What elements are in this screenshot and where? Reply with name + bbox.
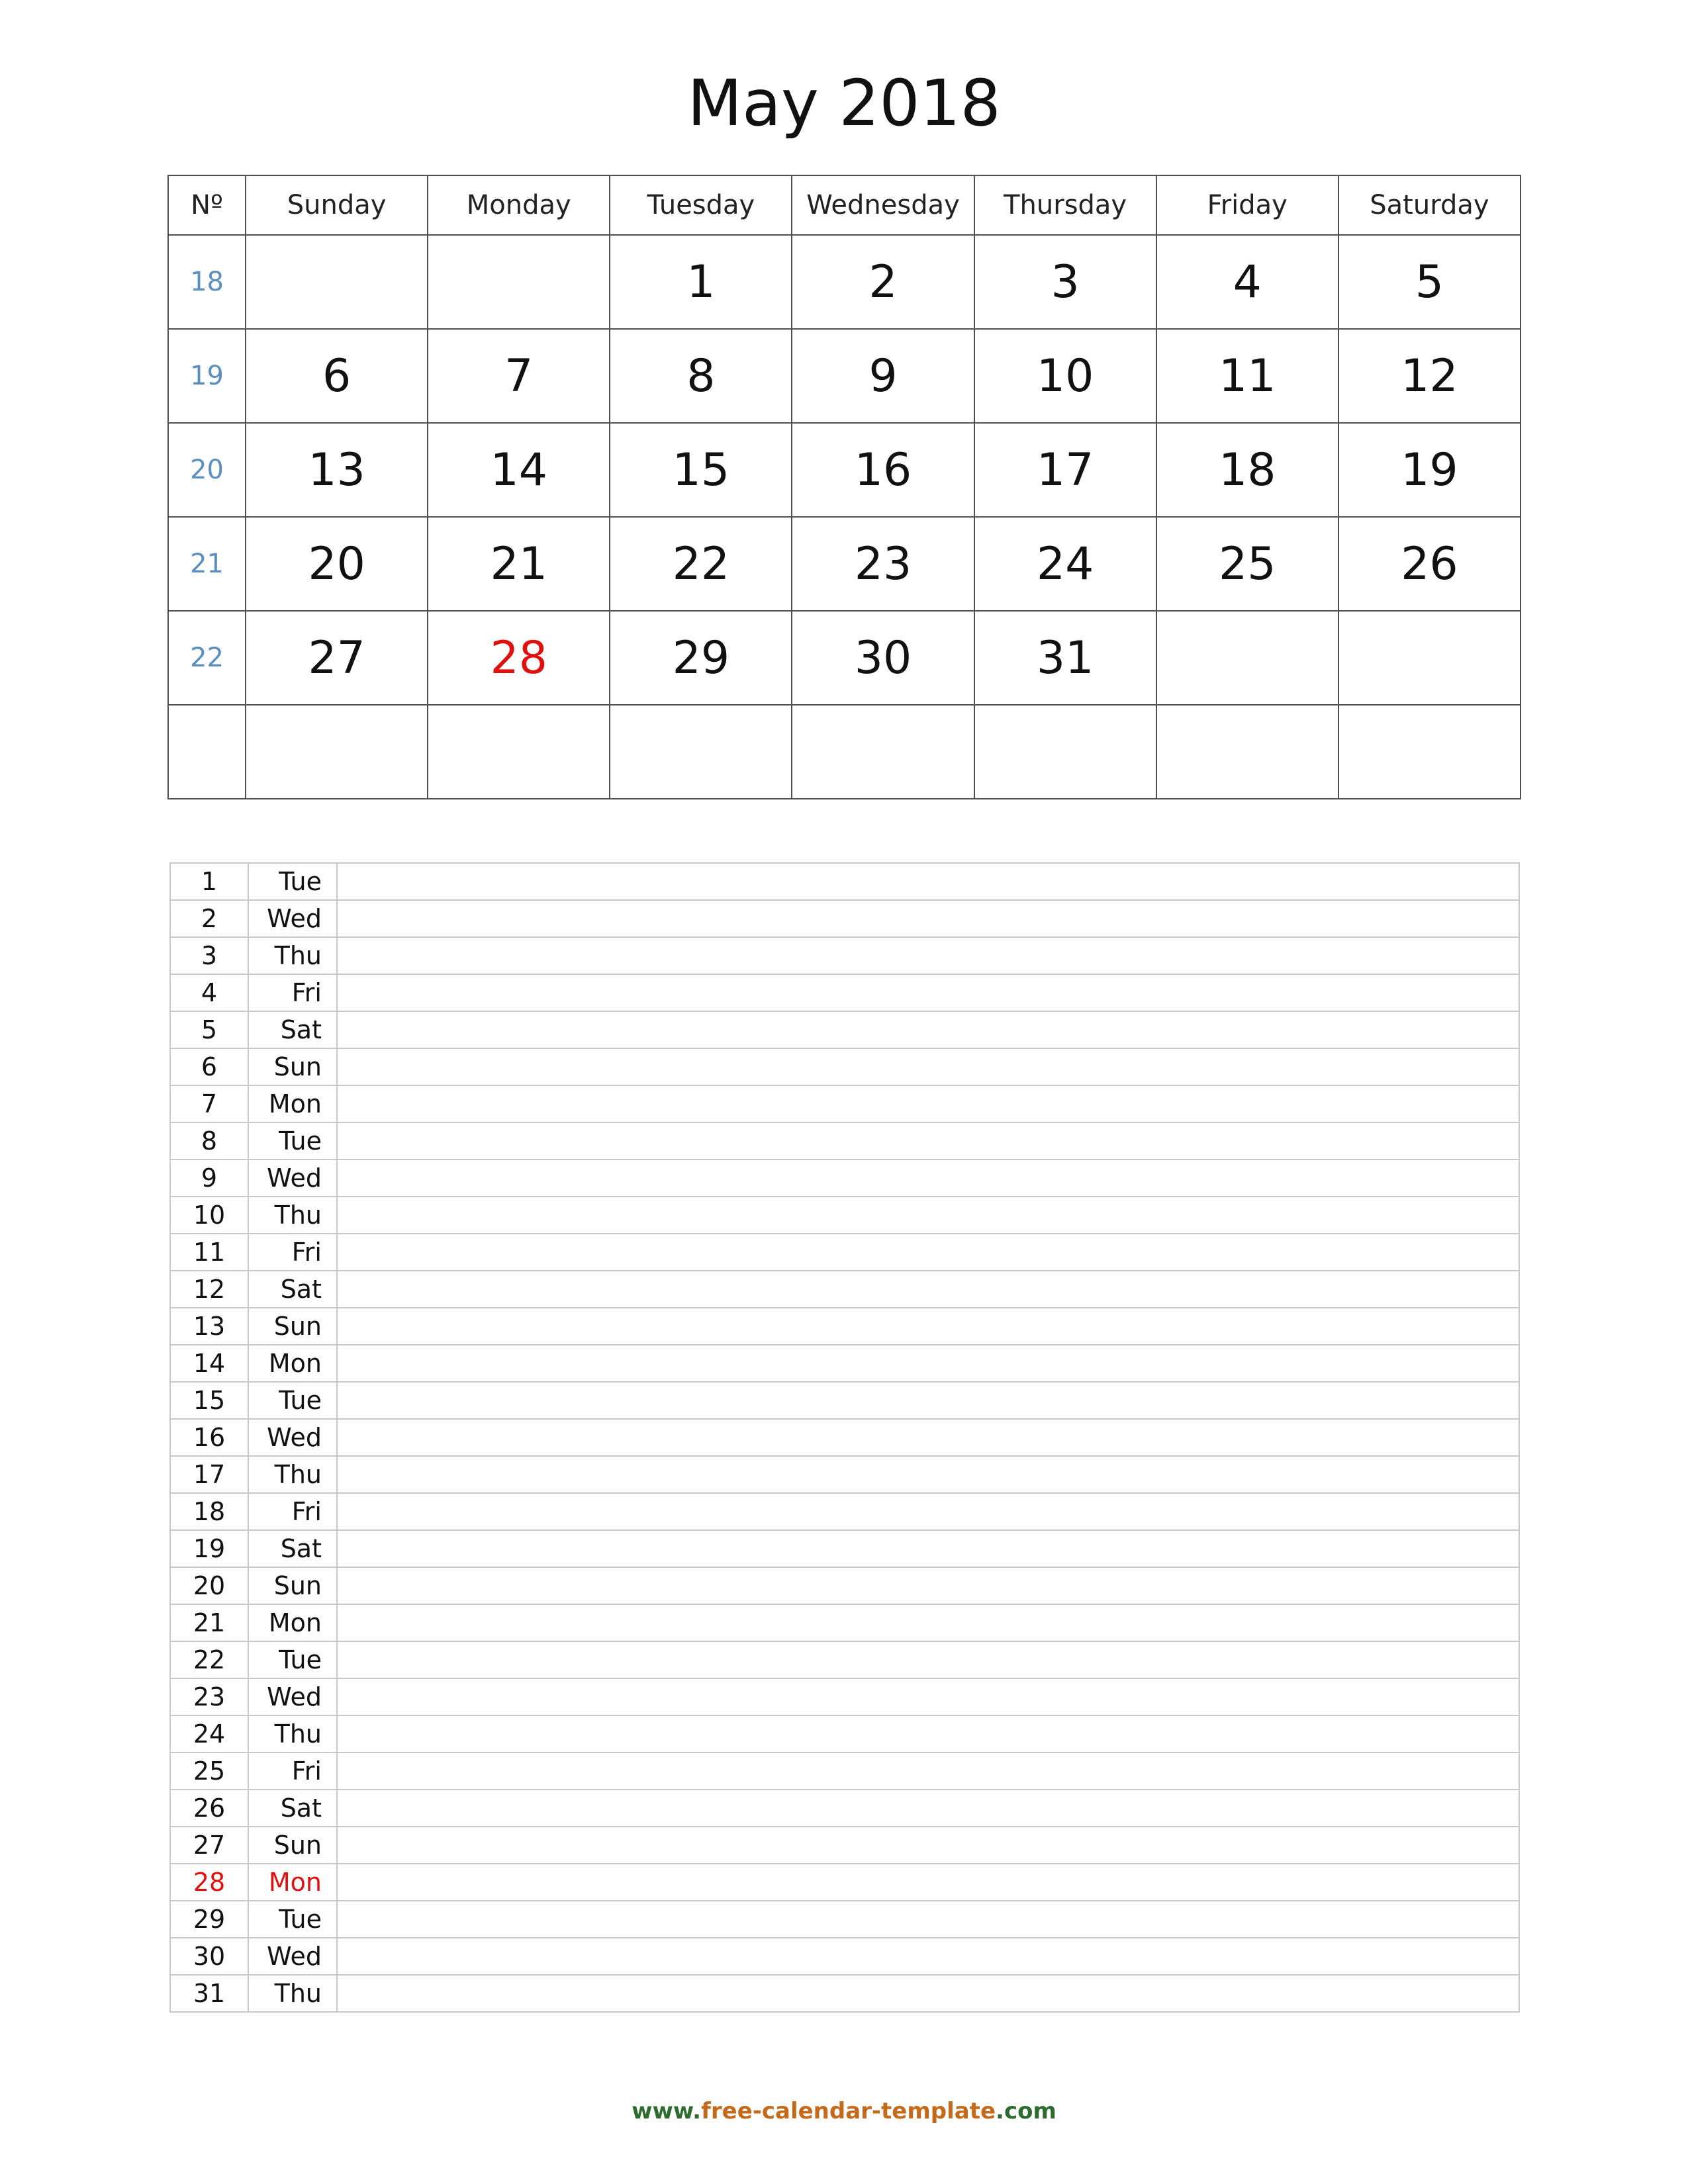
list-day-number: 13 [170,1308,248,1345]
list-item [170,1493,1519,1530]
list-day-number: 6 [170,1048,248,1085]
list-day-number: 19 [170,1530,248,1567]
list-item [170,1604,1519,1641]
date-cell: 9 [792,329,974,423]
list-note-area[interactable] [337,1864,1519,1901]
list-note-area[interactable] [337,1308,1519,1345]
week-row [168,611,1521,705]
list-weekday: Fri [248,974,337,1011]
list-day-number: 28 [170,1864,248,1901]
date-cell: 3 [974,235,1156,329]
list-day-number: 2 [170,900,248,937]
date-cell: 31 [974,611,1156,705]
list-weekday: Wed [248,1938,337,1975]
date-cell: 30 [792,611,974,705]
list-day-number: 7 [170,1085,248,1122]
list-day-number: 18 [170,1493,248,1530]
list-day-number: 9 [170,1160,248,1197]
list-day-number: 5 [170,1011,248,1048]
date-cell: 6 [246,329,428,423]
empty-date-cell [1338,611,1521,705]
weekday-header-tuesday: Tuesday [610,175,792,235]
list-weekday: Mon [248,1345,337,1382]
date-cell: 13 [246,423,428,517]
list-note-area[interactable] [337,1752,1519,1790]
list-weekday: Wed [248,1160,337,1197]
date-cell: 19 [1338,423,1521,517]
weekday-header-monday: Monday [428,175,610,235]
date-cell: 17 [974,423,1156,517]
list-day-number: 25 [170,1752,248,1790]
week-number-header: Nº [168,175,246,235]
list-item [170,900,1519,937]
date-cell: 22 [610,517,792,611]
list-day-number: 17 [170,1456,248,1493]
date-cell: 23 [792,517,974,611]
list-item [170,1790,1519,1827]
week-number: 19 [168,329,246,423]
list-note-area[interactable] [337,1975,1519,2012]
date-cell: 28 [428,611,610,705]
list-note-area[interactable] [337,1382,1519,1419]
week-row [168,705,1521,799]
list-item [170,1011,1519,1048]
list-note-area[interactable] [337,1160,1519,1197]
date-cell: 2 [792,235,974,329]
list-weekday: Tue [248,1641,337,1678]
list-item [170,1085,1519,1122]
list-item [170,1938,1519,1975]
list-item [170,1530,1519,1567]
list-item [170,1271,1519,1308]
list-day-number: 8 [170,1122,248,1160]
list-day-number: 22 [170,1641,248,1678]
list-item [170,1419,1519,1456]
list-note-area[interactable] [337,1901,1519,1938]
list-item [170,1901,1519,1938]
list-weekday: Sun [248,1048,337,1085]
list-weekday: Sat [248,1011,337,1048]
list-weekday: Tue [248,1122,337,1160]
month-calendar-grid [167,175,1521,799]
list-note-area[interactable] [337,1456,1519,1493]
list-day-number: 15 [170,1382,248,1419]
list-weekday: Sun [248,1827,337,1864]
weekday-header-wednesday: Wednesday [792,175,974,235]
website-footer [0,2098,1688,2124]
date-cell: 26 [1338,517,1521,611]
list-weekday: Thu [248,937,337,974]
list-weekday: Sat [248,1530,337,1567]
list-item [170,1864,1519,1901]
list-note-area[interactable] [337,1085,1519,1122]
list-item [170,1160,1519,1197]
list-day-number: 1 [170,863,248,900]
list-item [170,1827,1519,1864]
list-weekday: Fri [248,1493,337,1530]
list-note-area[interactable] [337,1234,1519,1271]
empty-date-cell [1156,705,1338,799]
list-weekday: Wed [248,1419,337,1456]
list-day-number: 23 [170,1678,248,1715]
list-item [170,1122,1519,1160]
list-note-area[interactable] [337,900,1519,937]
list-weekday: Sat [248,1790,337,1827]
list-note-area[interactable] [337,1604,1519,1641]
list-note-area[interactable] [337,1678,1519,1715]
week-row [168,517,1521,611]
list-day-number: 26 [170,1790,248,1827]
empty-date-cell [246,705,428,799]
list-day-number: 16 [170,1419,248,1456]
list-note-area[interactable] [337,863,1519,900]
weekday-header-friday: Friday [1156,175,1338,235]
date-cell: 10 [974,329,1156,423]
date-cell: 25 [1156,517,1338,611]
list-note-area[interactable] [337,1048,1519,1085]
list-weekday: Thu [248,1456,337,1493]
week-row [168,235,1521,329]
list-day-number: 14 [170,1345,248,1382]
footer-site-name: free-calendar-template [701,2098,996,2124]
list-weekday: Sun [248,1308,337,1345]
date-cell: 14 [428,423,610,517]
list-note-area[interactable] [337,1641,1519,1678]
list-weekday: Tue [248,1901,337,1938]
list-note-area[interactable] [337,1345,1519,1382]
list-day-number: 11 [170,1234,248,1271]
list-note-area[interactable] [337,1271,1519,1308]
list-weekday: Thu [248,1197,337,1234]
list-note-area[interactable] [337,1530,1519,1567]
weekday-header-row [168,175,1521,235]
daily-notes-list [169,862,1520,2013]
footer-www: www. [632,2098,702,2124]
empty-date-cell [792,705,974,799]
empty-date-cell [974,705,1156,799]
date-cell: 1 [610,235,792,329]
empty-date-cell [1156,611,1338,705]
date-cell: 29 [610,611,792,705]
week-number: 18 [168,235,246,329]
list-weekday: Sat [248,1271,337,1308]
list-note-area[interactable] [337,974,1519,1011]
list-item [170,937,1519,974]
empty-date-cell [428,235,610,329]
list-item [170,1345,1519,1382]
list-day-number: 30 [170,1938,248,1975]
week-number: 20 [168,423,246,517]
list-day-number: 29 [170,1901,248,1938]
list-weekday: Wed [248,1678,337,1715]
list-weekday: Mon [248,1085,337,1122]
list-item [170,1567,1519,1604]
list-weekday: Thu [248,1975,337,2012]
list-note-area[interactable] [337,1567,1519,1604]
list-note-area[interactable] [337,1419,1519,1456]
list-day-number: 27 [170,1827,248,1864]
list-day-number: 21 [170,1604,248,1641]
list-weekday: Mon [248,1604,337,1641]
list-note-area[interactable] [337,1715,1519,1752]
footer-domain-suffix: .com [996,2098,1056,2124]
empty-date-cell [610,705,792,799]
list-weekday: Mon [248,1864,337,1901]
list-weekday: Tue [248,863,337,900]
list-weekday: Fri [248,1752,337,1790]
list-note-area[interactable] [337,937,1519,974]
list-weekday: Fri [248,1234,337,1271]
list-day-number: 4 [170,974,248,1011]
date-cell: 12 [1338,329,1521,423]
list-note-area[interactable] [337,1011,1519,1048]
list-weekday: Tue [248,1382,337,1419]
week-row [168,423,1521,517]
list-note-area[interactable] [337,1827,1519,1864]
date-cell: 11 [1156,329,1338,423]
list-note-area[interactable] [337,1197,1519,1234]
list-item [170,974,1519,1011]
list-note-area[interactable] [337,1790,1519,1827]
week-number: 22 [168,611,246,705]
list-item [170,1715,1519,1752]
weekday-header-sunday: Sunday [246,175,428,235]
list-note-area[interactable] [337,1493,1519,1530]
date-cell: 8 [610,329,792,423]
date-cell: 27 [246,611,428,705]
weekday-header-saturday: Saturday [1338,175,1521,235]
list-item [170,1641,1519,1678]
list-day-number: 3 [170,937,248,974]
list-item [170,1752,1519,1790]
list-note-area[interactable] [337,1938,1519,1975]
date-cell: 15 [610,423,792,517]
list-day-number: 10 [170,1197,248,1234]
week-number: 21 [168,517,246,611]
list-item [170,1975,1519,2012]
list-weekday: Thu [248,1715,337,1752]
date-cell: 7 [428,329,610,423]
date-cell: 4 [1156,235,1338,329]
date-cell: 16 [792,423,974,517]
empty-date-cell [1338,705,1521,799]
list-item [170,1048,1519,1085]
date-cell: 18 [1156,423,1338,517]
list-item [170,863,1519,900]
list-weekday: Sun [248,1567,337,1604]
list-item [170,1382,1519,1419]
list-item [170,1456,1519,1493]
week-row [168,329,1521,423]
weekday-header-thursday: Thursday [974,175,1156,235]
page-title: May 2018 [687,66,1001,140]
list-weekday: Wed [248,900,337,937]
list-note-area[interactable] [337,1122,1519,1160]
empty-date-cell [428,705,610,799]
date-cell: 24 [974,517,1156,611]
date-cell: 5 [1338,235,1521,329]
list-day-number: 20 [170,1567,248,1604]
list-day-number: 31 [170,1975,248,2012]
list-item [170,1308,1519,1345]
list-item [170,1197,1519,1234]
empty-date-cell [246,235,428,329]
date-cell: 20 [246,517,428,611]
list-day-number: 12 [170,1271,248,1308]
list-item [170,1678,1519,1715]
list-day-number: 24 [170,1715,248,1752]
list-item [170,1234,1519,1271]
week-number [168,705,246,799]
date-cell: 21 [428,517,610,611]
